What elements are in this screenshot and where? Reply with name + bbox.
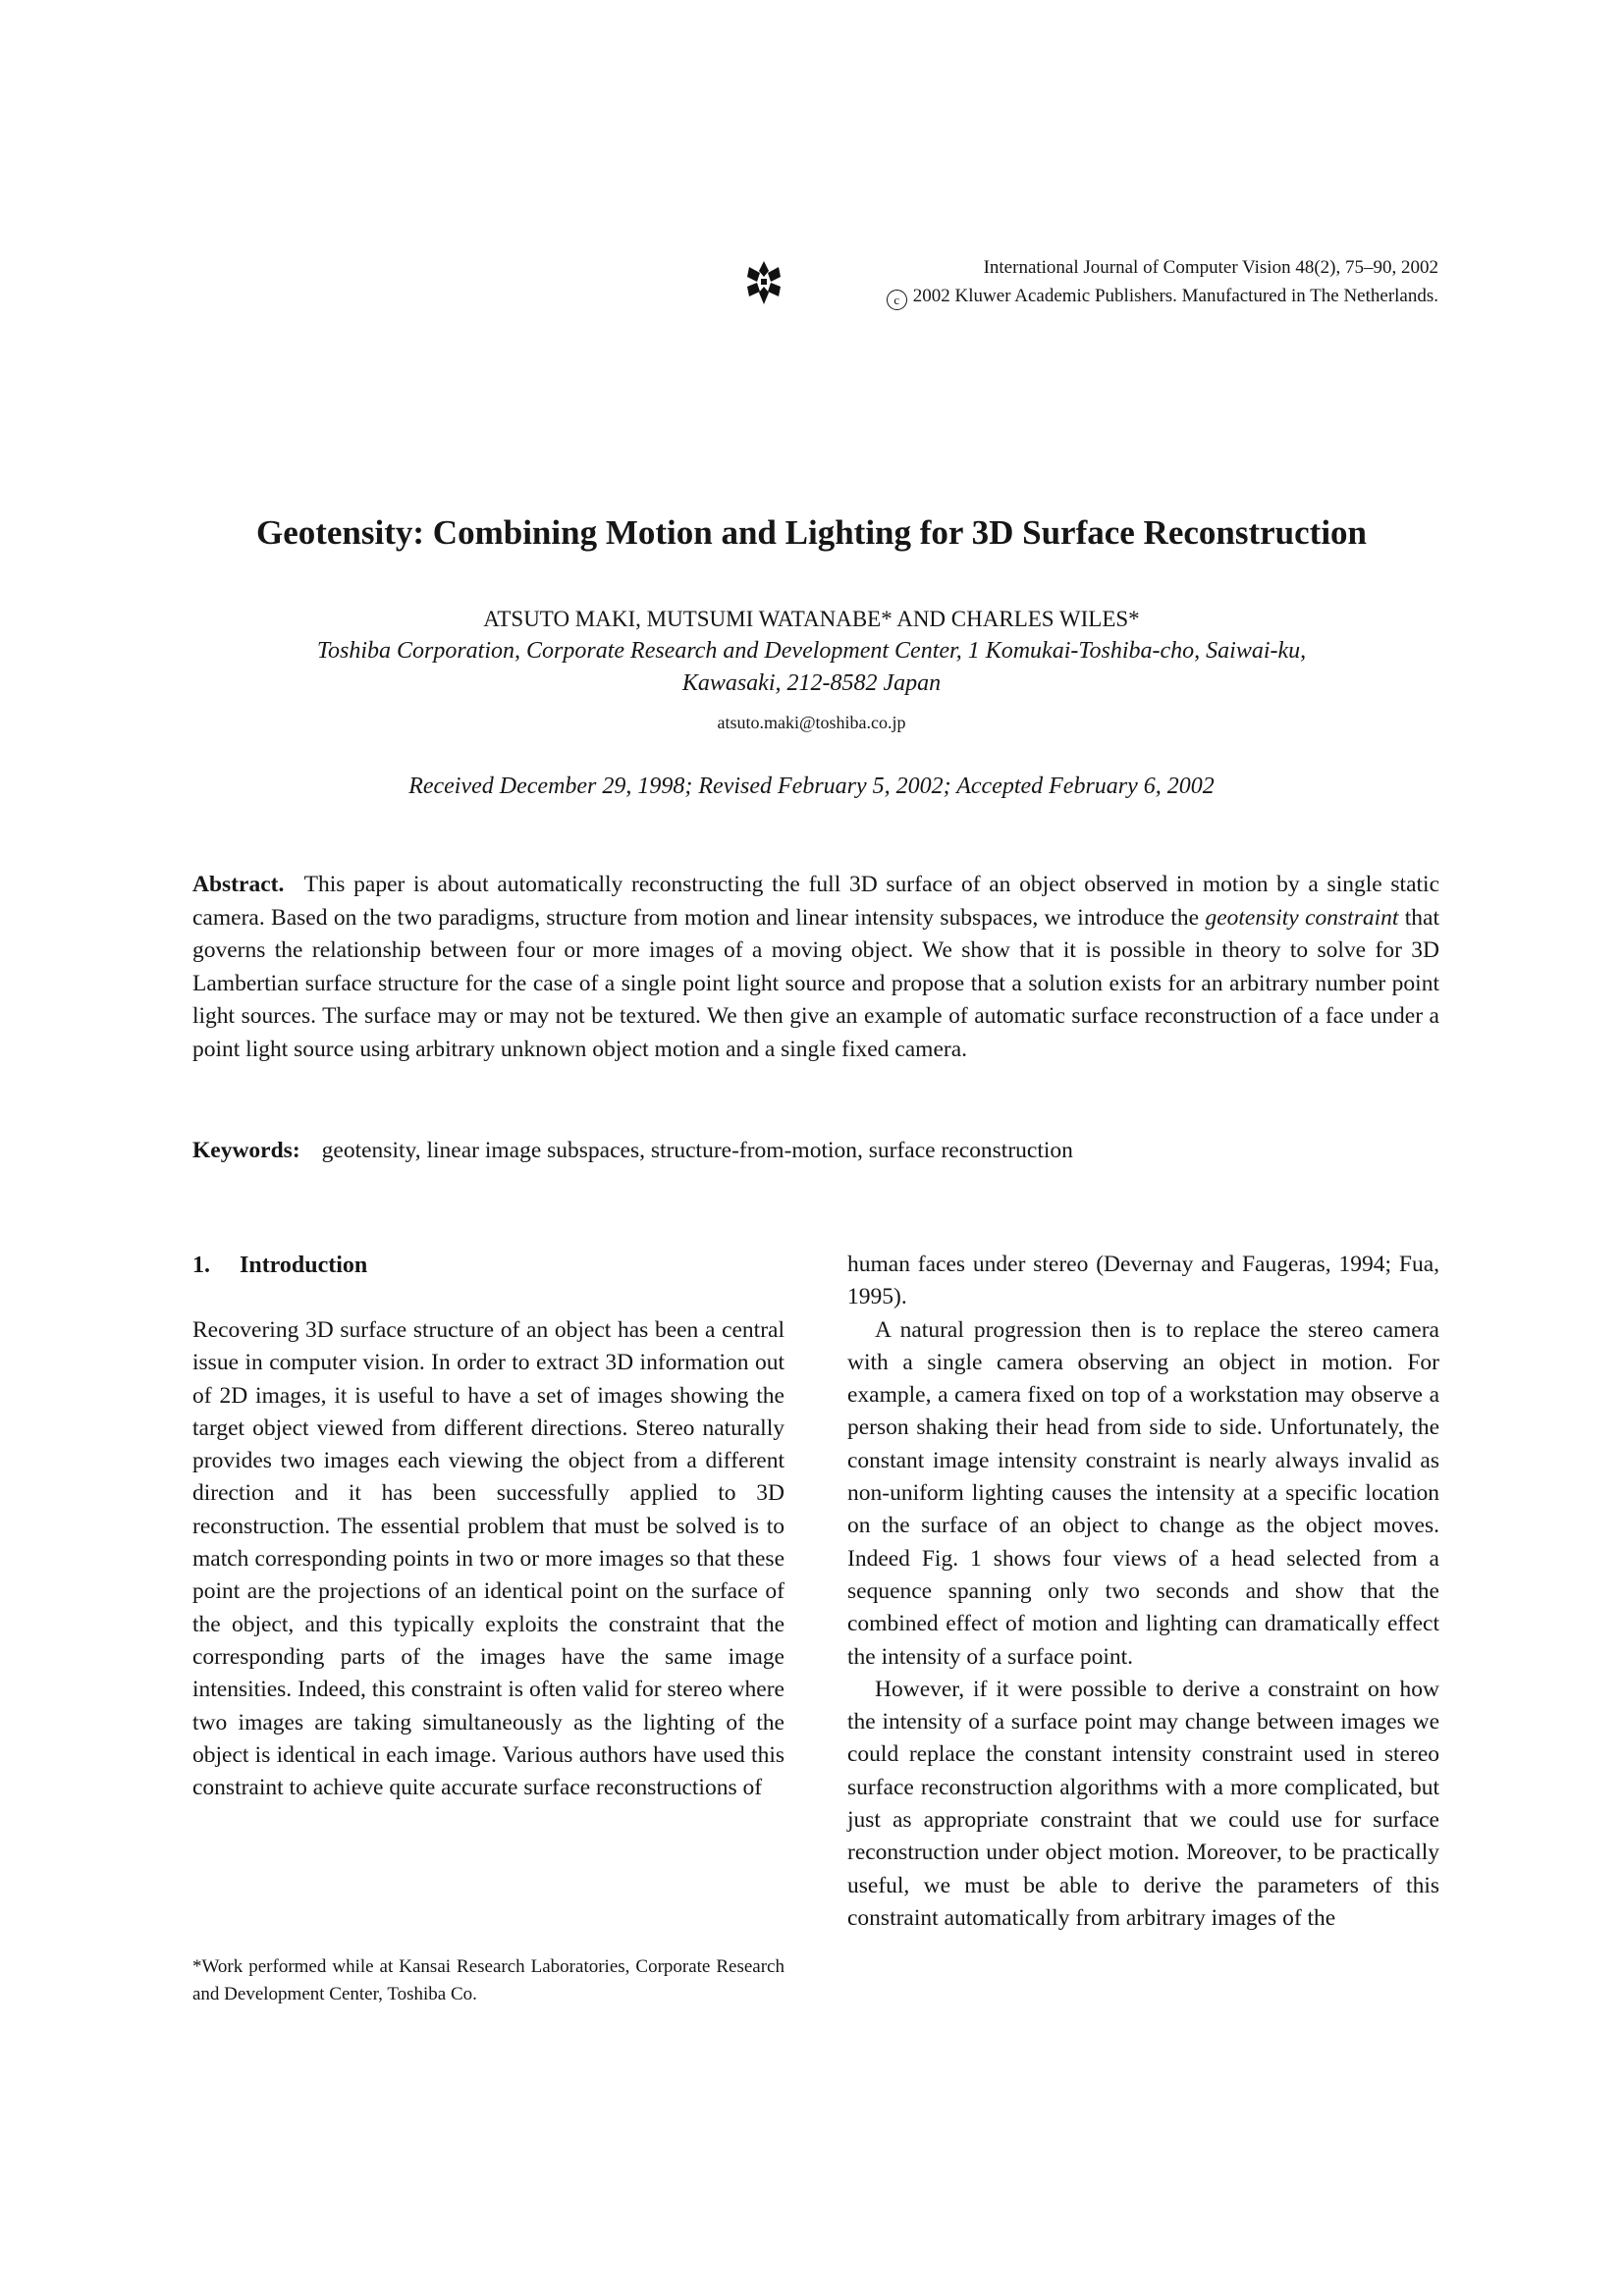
affiliation-line-1: Toshiba Corporation, Corporate Research and Development Center, 1 Komukai-Toshiba-cho, Saiwai-ku, <box>316 638 1307 664</box>
paragraph: Recovering 3D surface structure of an object has been a central issue in computer vision. In order to extract 3D information out of 2D images, it is useful to have a set of images showing the target object viewed from different directions. Stereo naturally provides two images each viewing the object from a different direction and it has been successfully applied to 3D reconstruction. The essential problem that must be solved is to match corresponding points in two or more images so that these point are the projections of an identical point on the surface of the object, and this typically exploits the constraint that the corresponding parts of the images have the same image intensities. Indeed, this constraint is often valid for stereo where two images are taking simultaneously as the lighting of the object is identical in each image. Various authors have used this constraint to achieve quite accurate surface reconstructions of <box>192 1317 784 1801</box>
keywords-text: geotensity, linear image subspaces, structure-from-motion, surface reconstruction <box>321 1138 1073 1163</box>
submission-dates: Received December 29, 1998; Revised February 5, 2002; Accepted February 6, 2002 <box>408 774 1215 799</box>
copyright-text: 2002 Kluwer Academic Publishers. Manufactured in The Netherlands. <box>912 286 1438 306</box>
author-email: atsuto.maki@toshiba.co.jp <box>717 713 906 732</box>
paper-title: Geotensity: Combining Motion and Lighting for 3D Surface Reconstruction <box>255 513 1368 552</box>
right-column <box>847 1249 1439 1935</box>
authors: ATSUTO MAKI, MUTSUMI WATANABE* AND CHARLES WILES* <box>483 607 1140 631</box>
copyright-icon: c <box>887 290 907 310</box>
keywords-label: Keywords: <box>192 1138 300 1163</box>
keywords <box>192 1135 1439 1167</box>
paragraph: However, if it were possible to derive a constraint on how the intensity of a surface point may change between images we could replace the constant intensity constraint used in stereo surface reconstruction algorithms with a more complicated, but just as appropriate constraint that we could use for surface reconstruction under object motion. Moreover, to be practically useful, we must be able to derive the parameters of this constraint automatically from arbitrary images of the <box>847 1676 1439 1931</box>
paragraph: A natural progression then is to replace the stereo camera with a single camera observing an object in motion. For example, a camera fixed on top of a workstation may observe a person shaking their head from side to side. Unfortunately, the constant image intensity constraint is nearly always invalid as non-uniform lighting causes the intensity at a specific location on the surface of an object to change as the object moves. Indeed Fig. 1 shows four views of a head selected from a sequence spanning only two seconds and show that the combined effect of motion and lighting can dramatically effect the intensity of a surface point. <box>847 1316 1439 1670</box>
abstract-label: Abstract. <box>192 872 285 897</box>
publisher-logo <box>741 255 786 308</box>
abstract-text-2: that governs the relationship between four or more images of a moving object. We show that it is possible in theory to solve for 3D Lambertian surface structure for the case of a single point light source and propose that a solution exists for an arbitrary number point light sources. The surface may or may not be textured. We then give an example of automatic surface reconstruction of a face under a point light source using arbitrary unknown object motion and a single fixed camera. <box>192 904 1440 1062</box>
abstract <box>192 869 1439 1066</box>
paragraph: human faces under stereo (Devernay and Faugeras, 1994; Fua, 1995). <box>847 1252 1439 1310</box>
abstract-text-1: This paper is about automatically reconstructing the full 3D surface of an object observed in motion by a single static camera. Based on the two paradigms, structure from motion and linear intensity subspaces, we introduce the <box>192 872 1440 931</box>
affiliation <box>0 635 1623 700</box>
section-number: 1. <box>192 1253 210 1278</box>
journal-header <box>741 253 1438 310</box>
journal-citation: International Journal of Computer Vision 48(2), 75–90, 2002 <box>983 257 1438 278</box>
abstract-emphasis: geotensity constraint <box>1205 904 1399 931</box>
section-heading <box>192 1250 367 1282</box>
left-column <box>192 1314 784 1804</box>
affiliation-line-2: Kawasaki, 212-8582 Japan <box>681 670 942 696</box>
footnote: *Work performed while at Kansai Research Laboratories, Corporate Research and Development Center, Toshiba Co. <box>192 1956 784 2004</box>
copyright-line <box>741 282 1438 310</box>
section-title: Introduction <box>240 1253 368 1278</box>
